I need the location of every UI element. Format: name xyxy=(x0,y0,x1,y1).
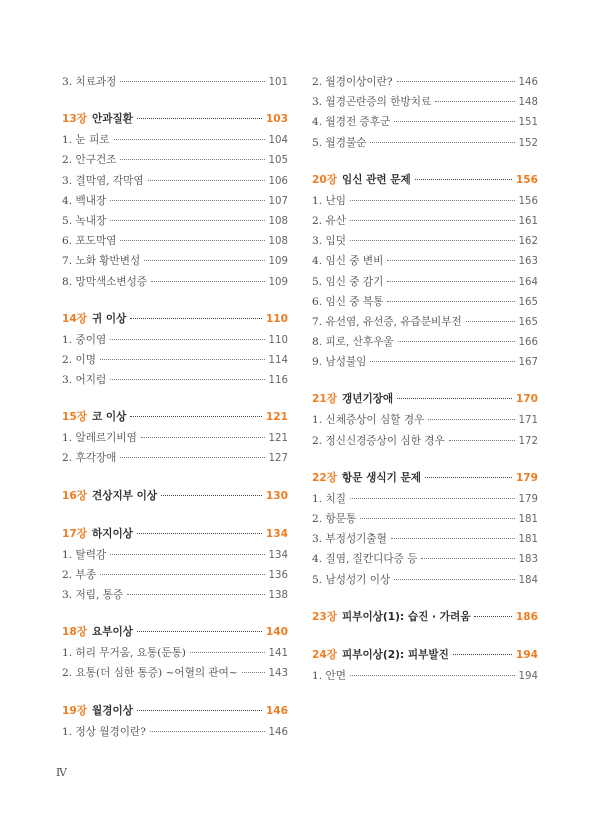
page-ref: 107 xyxy=(268,195,288,207)
dot-leader xyxy=(130,318,262,319)
toc-chapter-heading xyxy=(62,488,288,509)
dot-leader xyxy=(151,281,264,282)
page-ref: 186 xyxy=(515,610,538,623)
toc-entry xyxy=(312,511,538,531)
toc-entry xyxy=(62,74,288,94)
chapter-title: 안과질환 xyxy=(91,113,133,126)
dot-leader xyxy=(120,240,264,241)
page-ref: 146 xyxy=(265,704,288,717)
page-ref: 179 xyxy=(515,471,538,484)
section-gap xyxy=(312,630,538,647)
page-ref: 130 xyxy=(265,489,288,502)
toc-entry xyxy=(62,567,288,587)
chapter-number: 22장 xyxy=(312,471,337,484)
section-gap xyxy=(62,94,288,111)
entry-label: 2. 월경이상이란? xyxy=(312,76,393,88)
dot-leader xyxy=(141,437,265,438)
entry-label: 3. 월경곤란증의 한방치료 xyxy=(312,96,432,109)
toc-entry xyxy=(312,274,538,294)
page-ref: 156 xyxy=(515,173,538,186)
toc-entry xyxy=(62,547,288,567)
toc-entry xyxy=(312,491,538,511)
toc-entry xyxy=(312,213,538,233)
toc-right-column xyxy=(312,74,538,688)
dot-leader xyxy=(190,652,265,653)
entry-label: 1. 알레르기비염 xyxy=(62,432,137,445)
page-ref: 101 xyxy=(268,77,288,88)
chapter-title: 갱년기장애 xyxy=(341,393,394,406)
dot-leader xyxy=(387,281,514,282)
chapter-title: 코 이상 xyxy=(91,411,127,424)
toc-left-column xyxy=(62,74,288,744)
chapter-number: 16장 xyxy=(62,489,87,502)
toc-chapter-heading xyxy=(312,391,538,412)
toc-entry xyxy=(62,213,288,233)
page-ref: 138 xyxy=(268,590,288,601)
chapter-number: 18장 xyxy=(62,626,87,639)
toc-entry xyxy=(312,94,538,114)
toc-entry xyxy=(312,135,538,155)
toc-entry xyxy=(312,74,538,94)
page-ref: 181 xyxy=(518,514,538,525)
entry-label: 1. 난임 xyxy=(312,194,346,207)
entry-label: 3. 어지럼 xyxy=(62,374,107,387)
page-ref: 162 xyxy=(518,236,538,248)
section-gap xyxy=(62,294,288,311)
chapter-title: 하지이상 xyxy=(91,527,133,540)
dot-leader xyxy=(120,81,264,82)
toc-entry xyxy=(62,193,288,213)
dot-leader xyxy=(397,398,512,399)
dot-leader xyxy=(387,301,514,302)
toc-entry xyxy=(62,352,288,372)
entry-label: 1. 중이염 xyxy=(62,333,107,346)
toc-chapter-heading xyxy=(62,624,288,645)
toc-entry xyxy=(62,724,288,744)
entry-label: 2. 요통(더 심한 통증) ~어혈의 관여~ xyxy=(62,667,238,680)
toc-entry xyxy=(312,433,538,453)
section-gap xyxy=(312,155,538,172)
entry-label: 2. 안구건조 xyxy=(62,154,117,167)
section-gap xyxy=(62,686,288,703)
dot-leader xyxy=(100,574,265,575)
chapter-title: 피부이상(2): 피부발진 xyxy=(341,648,449,661)
entry-label: 3. 저림, 통증 xyxy=(62,589,124,601)
chapter-number: 14장 xyxy=(62,312,87,325)
page-ref: 116 xyxy=(268,375,288,387)
chapter-number: 21장 xyxy=(312,393,337,406)
dot-leader xyxy=(435,101,514,102)
toc-entry xyxy=(62,587,288,607)
page-ref: 109 xyxy=(268,256,288,268)
toc-chapter-heading xyxy=(312,172,538,193)
page-ref: 103 xyxy=(265,113,288,126)
page-ref: 143 xyxy=(268,668,288,680)
page-ref: 108 xyxy=(268,215,288,227)
entry-label: 5. 녹내장 xyxy=(62,214,107,227)
entry-label: 3. 결막염, 각막염 xyxy=(62,174,144,187)
dot-leader xyxy=(161,495,262,496)
page-ref: 148 xyxy=(518,97,538,109)
toc-entry xyxy=(62,665,288,685)
toc-chapter-heading xyxy=(62,311,288,332)
page-ref: 134 xyxy=(265,527,288,540)
dot-leader xyxy=(350,498,515,499)
dot-leader xyxy=(110,220,264,221)
dot-leader xyxy=(110,200,264,201)
dot-leader xyxy=(150,731,265,732)
toc-entry xyxy=(312,314,538,334)
page-ref: 114 xyxy=(268,354,288,366)
page-ref: 171 xyxy=(518,415,538,427)
entry-label: 7. 유선염, 유선증, 유즙분비부전 xyxy=(312,315,462,328)
entry-label: 1. 정상 월경이란? xyxy=(62,725,146,738)
section-gap xyxy=(312,592,538,609)
entry-label: 4. 백내장 xyxy=(62,194,107,207)
chapter-title: 임신 관련 문제 xyxy=(341,173,411,186)
toc-entry xyxy=(312,354,538,374)
dot-leader xyxy=(350,675,515,676)
dot-leader xyxy=(137,631,262,632)
dot-leader xyxy=(421,558,514,559)
toc-entry xyxy=(312,551,538,571)
page-ref: 163 xyxy=(518,256,538,268)
entry-label: 2. 후각장애 xyxy=(62,452,117,465)
entry-label: 2. 부종 xyxy=(62,568,96,581)
entry-label: 4. 임신 중 변비 xyxy=(312,255,384,268)
dot-leader xyxy=(114,139,265,140)
entry-label: 1. 치질 xyxy=(312,492,346,505)
page-ref: 134 xyxy=(268,549,288,561)
dot-leader xyxy=(394,121,514,122)
toc-entry xyxy=(312,572,538,592)
entry-label: 1. 안면 xyxy=(312,669,346,682)
page-ref: 140 xyxy=(265,626,288,639)
toc-entry xyxy=(62,274,288,294)
page-ref: 136 xyxy=(268,569,288,581)
toc-entry xyxy=(312,531,538,551)
chapter-number: 24장 xyxy=(312,648,337,661)
page-ref: 106 xyxy=(268,175,288,187)
toc-entry xyxy=(62,450,288,470)
entry-label: 6. 포도막염 xyxy=(62,235,117,248)
chapter-title: 항문 생식기 문제 xyxy=(341,471,421,484)
toc-entry xyxy=(62,132,288,152)
toc-chapter-heading xyxy=(62,703,288,724)
page-ref: 104 xyxy=(268,135,288,147)
entry-label: 5. 남성성기 이상 xyxy=(312,573,391,586)
entry-label: 1. 탈력감 xyxy=(62,548,107,561)
toc-entry xyxy=(312,253,538,273)
toc-chapter-heading xyxy=(312,647,538,668)
page-ref: 121 xyxy=(268,433,288,445)
section-gap xyxy=(312,453,538,470)
dot-leader xyxy=(110,339,264,340)
entry-label: 1. 눈 피로 xyxy=(62,134,110,147)
entry-label: 3. 부정성기출혈 xyxy=(312,533,387,546)
chapter-title: 요부이상 xyxy=(91,626,133,639)
entry-label: 3. 치료과정 xyxy=(62,76,117,88)
page-ref: 167 xyxy=(518,357,538,369)
dot-leader xyxy=(474,616,511,617)
page-ref: 166 xyxy=(518,337,538,349)
dot-leader xyxy=(130,416,262,417)
toc-entry xyxy=(62,645,288,665)
dot-leader xyxy=(137,118,262,119)
dot-leader xyxy=(370,142,514,143)
toc-entry xyxy=(62,430,288,450)
toc-entry xyxy=(312,334,538,354)
chapter-title: 귀 이상 xyxy=(91,312,127,325)
dot-leader xyxy=(100,359,265,360)
page-number: Ⅳ xyxy=(56,766,67,779)
dot-leader xyxy=(127,594,264,595)
dot-leader xyxy=(120,159,264,160)
entry-label: 5. 임신 중 감기 xyxy=(312,275,384,288)
chapter-number: 20장 xyxy=(312,173,337,186)
page-ref: 161 xyxy=(518,215,538,227)
page-ref: 164 xyxy=(518,276,538,288)
page-ref: 152 xyxy=(518,137,538,149)
chapter-title: 월경이상 xyxy=(91,704,133,717)
toc-entry xyxy=(62,233,288,253)
toc-entry xyxy=(62,372,288,392)
chapter-number: 19장 xyxy=(62,704,87,717)
page-ref: 146 xyxy=(518,77,538,88)
entry-label: 2. 이명 xyxy=(62,353,96,366)
dot-leader xyxy=(466,321,515,322)
toc-entry xyxy=(312,412,538,432)
page-ref: 108 xyxy=(268,236,288,248)
page-ref: 141 xyxy=(268,648,288,660)
dot-leader xyxy=(415,179,512,180)
dot-leader xyxy=(110,554,264,555)
page-ref: 194 xyxy=(515,648,538,661)
toc-entry xyxy=(62,332,288,352)
entry-label: 8. 피로, 산후우울 xyxy=(312,336,394,349)
toc-entry xyxy=(62,173,288,193)
toc-chapter-heading xyxy=(62,111,288,132)
page-ref: 181 xyxy=(518,534,538,546)
dot-leader xyxy=(425,477,512,478)
page-ref: 109 xyxy=(268,276,288,288)
entry-label: 5. 월경불순 xyxy=(312,136,367,149)
toc-chapter-heading xyxy=(312,470,538,491)
entry-label: 7. 노화 황반변성 xyxy=(62,255,141,268)
chapter-title: 피부이상(1): 습진 · 가려움 xyxy=(341,610,471,623)
dot-leader xyxy=(397,81,515,82)
entry-label: 1. 허리 무거움, 요통(둔통) xyxy=(62,647,186,660)
chapter-number: 23장 xyxy=(312,610,337,623)
toc-entry xyxy=(312,668,538,688)
toc-chapter-heading xyxy=(62,409,288,430)
entry-label: 2. 유산 xyxy=(312,214,346,227)
entry-label: 6. 임신 중 복통 xyxy=(312,295,384,308)
page-ref: 165 xyxy=(518,296,538,308)
section-gap xyxy=(312,374,538,391)
toc-chapter-heading xyxy=(62,526,288,547)
toc-entry xyxy=(62,152,288,172)
entry-label: 9. 남성불임 xyxy=(312,356,367,369)
dot-leader xyxy=(350,200,515,201)
section-gap xyxy=(62,392,288,409)
page-ref: 194 xyxy=(518,670,538,682)
chapter-title: 견상지부 이상 xyxy=(91,489,158,502)
page-ref: 183 xyxy=(518,554,538,566)
chapter-number: 13장 xyxy=(62,113,87,126)
entry-label: 2. 항문통 xyxy=(312,513,357,525)
entry-label: 1. 신체증상이 심할 경우 xyxy=(312,414,425,427)
toc-entry xyxy=(312,233,538,253)
dot-leader xyxy=(387,260,514,261)
entry-label: 8. 망막색소변성증 xyxy=(62,275,148,288)
dot-leader xyxy=(137,710,262,711)
dot-leader xyxy=(394,579,514,580)
section-gap xyxy=(62,607,288,624)
entry-label: 4. 질염, 질칸디다증 등 xyxy=(312,553,418,566)
page-ref: 165 xyxy=(518,316,538,328)
dot-leader xyxy=(144,260,264,261)
page-ref: 127 xyxy=(268,453,288,465)
page-ref: 172 xyxy=(518,435,538,447)
page-ref: 179 xyxy=(518,493,538,505)
toc-entry xyxy=(62,253,288,273)
dot-leader xyxy=(398,341,515,342)
page-ref: 151 xyxy=(518,117,538,129)
toc-entry xyxy=(312,193,538,213)
dot-leader xyxy=(148,180,265,181)
dot-leader xyxy=(120,457,264,458)
page-ref: 184 xyxy=(518,574,538,586)
section-gap xyxy=(62,509,288,526)
page-ref: 110 xyxy=(265,312,288,325)
entry-label: 2. 정신신경증상이 심한 경우 xyxy=(312,434,445,447)
chapter-number: 15장 xyxy=(62,411,87,424)
page-ref: 105 xyxy=(268,155,288,167)
dot-leader xyxy=(428,419,514,420)
chapter-number: 17장 xyxy=(62,527,87,540)
entry-label: 3. 입덧 xyxy=(312,235,346,248)
dot-leader xyxy=(350,240,515,241)
toc-chapter-heading xyxy=(312,609,538,630)
toc-entry xyxy=(312,114,538,134)
dot-leader xyxy=(242,672,265,673)
dot-leader xyxy=(110,379,264,380)
dot-leader xyxy=(350,220,515,221)
section-gap xyxy=(62,471,288,488)
dot-leader xyxy=(137,533,262,534)
dot-leader xyxy=(360,518,514,519)
toc-entry xyxy=(312,294,538,314)
entry-label: 4. 월경전 증후군 xyxy=(312,116,391,129)
page-ref: 146 xyxy=(268,726,288,738)
dot-leader xyxy=(453,654,512,655)
page-ref: 170 xyxy=(515,393,538,406)
dot-leader xyxy=(391,538,515,539)
dot-leader xyxy=(449,440,515,441)
dot-leader xyxy=(370,361,514,362)
page-ref: 110 xyxy=(268,334,288,346)
page-ref: 156 xyxy=(518,195,538,207)
page-ref: 121 xyxy=(265,411,288,424)
